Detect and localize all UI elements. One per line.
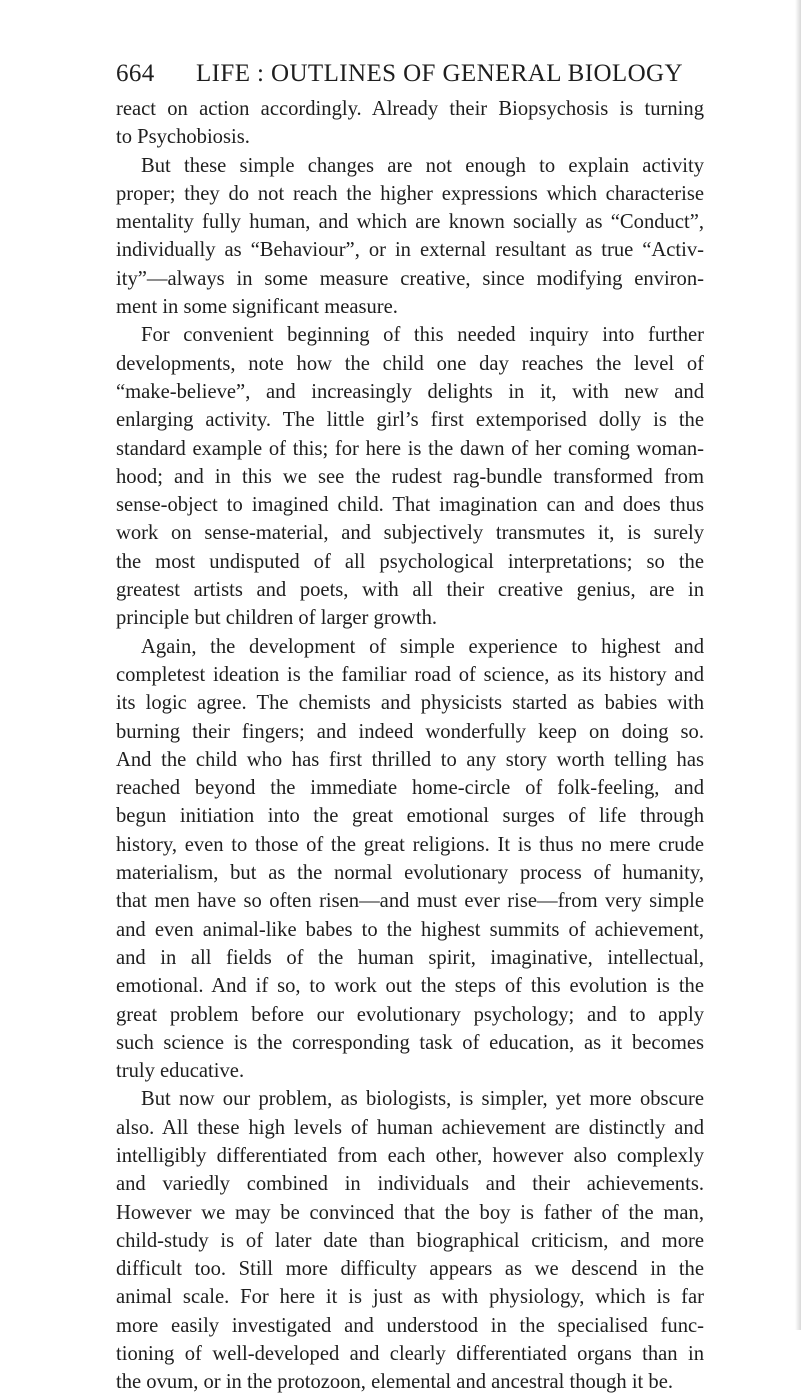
text-line: ity”—always in some measure creative, since modifying environ- bbox=[116, 267, 704, 290]
running-header bbox=[116, 58, 706, 90]
running-title: LIFE : OUTLINES OF GENERAL BIOLOGY bbox=[196, 60, 683, 87]
text-line: principle but children of larger growth. bbox=[116, 607, 438, 630]
text-line: And the child who has first thrilled to any story worth telling has bbox=[116, 748, 704, 771]
text-line: truly educative. bbox=[116, 1060, 245, 1083]
paragraph bbox=[116, 633, 704, 1086]
page-number: 664 bbox=[116, 60, 155, 87]
text-line: great problem before our evolutionary psychology; and to apply bbox=[116, 1003, 704, 1026]
text-line: also. All these high levels of human achievement are distinctly and bbox=[116, 1116, 704, 1139]
text-line: burning their fingers; and indeed wonderfully keep on doing so. bbox=[116, 720, 704, 743]
text-line: tioning of well-developed and clearly differentiated organs than in bbox=[116, 1343, 704, 1366]
text-line: proper; they do not reach the higher expressions which characterise bbox=[116, 182, 704, 205]
text-line: sense-object to imagined child. That imagination can and does thus bbox=[116, 494, 704, 517]
text-line: that men have so often risen—and must ever rise—from very simple bbox=[116, 890, 704, 913]
text-line: intelligibly differentiated from each other, however also complexly bbox=[116, 1144, 704, 1167]
text-line: to Psychobiosis. bbox=[116, 126, 250, 149]
text-line: the most undisputed of all psychological interpretations; so the bbox=[116, 550, 704, 573]
text-line: child-study is of later date than biographical criticism, and more bbox=[116, 1229, 704, 1252]
text-line: history, even to those of the great religions. It is thus no mere crude bbox=[116, 833, 704, 856]
text-line: mentality fully human, and which are known socially as “Conduct”, bbox=[116, 211, 704, 234]
paragraph bbox=[116, 152, 704, 322]
page-edge-shadow bbox=[795, 0, 801, 1330]
text-line: the ovum, or in the protozoon, elemental and ancestral though it be. bbox=[116, 1371, 674, 1394]
text-line: developments, note how the child one day reaches the level of bbox=[116, 352, 704, 375]
paragraph bbox=[116, 321, 704, 632]
text-line: Again, the development of simple experience to highest and bbox=[141, 635, 704, 658]
body-text bbox=[116, 95, 704, 1397]
text-line: difficult too. Still more difficulty appears as we descend in the bbox=[116, 1258, 704, 1281]
text-line: animal scale. For here it is just as with physiology, which is far bbox=[116, 1286, 704, 1309]
text-line: “make-believe”, and increasingly delights in it, with new and bbox=[116, 380, 704, 403]
text-line: But these simple changes are not enough to explain activity bbox=[141, 154, 704, 177]
text-line: react on action accordingly. Already their Biopsychosis is turning bbox=[116, 98, 704, 120]
text-line: hood; and in this we see the rudest rag-bundle transformed from bbox=[116, 465, 704, 488]
text-line: work on sense-material, and subjectively transmutes it, is surely bbox=[116, 522, 704, 545]
text-line: such science is the corresponding task of education, as it becomes bbox=[116, 1031, 704, 1054]
text-line: enlarging activity. The little girl’s first extemporised dolly is the bbox=[116, 409, 704, 432]
text-line: more easily investigated and understood in the specialised func- bbox=[116, 1314, 704, 1337]
text-line: materialism, but as the normal evolutionary process of humanity, bbox=[116, 862, 704, 885]
text-line: and variedly combined in individuals and their achievements. bbox=[116, 1173, 704, 1196]
text-line: and even animal-like babes to the highest summits of achievement, bbox=[116, 918, 704, 941]
paragraph bbox=[116, 1085, 704, 1396]
text-line: ment in some significant measure. bbox=[116, 296, 398, 319]
text-line: However we may be convinced that the boy is father of the man, bbox=[116, 1201, 704, 1224]
text-line: reached beyond the immediate home-circle of folk-feeling, and bbox=[116, 777, 704, 800]
text-line: For convenient beginning of this needed inquiry into further bbox=[141, 324, 704, 347]
text-line: individually as “Behaviour”, or in external resultant as true “Activ- bbox=[116, 239, 704, 262]
text-line: its logic agree. The chemists and physicists started as babies with bbox=[116, 692, 704, 715]
text-line: begun initiation into the great emotional surges of life through bbox=[116, 805, 704, 828]
text-line: emotional. And if so, to work out the steps of this evolution is the bbox=[116, 975, 704, 998]
text-line: But now our problem, as biologists, is simpler, yet more obscure bbox=[141, 1088, 704, 1111]
paragraph bbox=[116, 95, 704, 152]
text-line: standard example of this; for here is the dawn of her coming woman- bbox=[116, 437, 704, 460]
text-line: and in all fields of the human spirit, imaginative, intellectual, bbox=[116, 946, 704, 969]
text-line: completest ideation is the familiar road of science, as its history and bbox=[116, 663, 704, 686]
text-line: greatest artists and poets, with all their creative genius, are in bbox=[116, 579, 704, 602]
